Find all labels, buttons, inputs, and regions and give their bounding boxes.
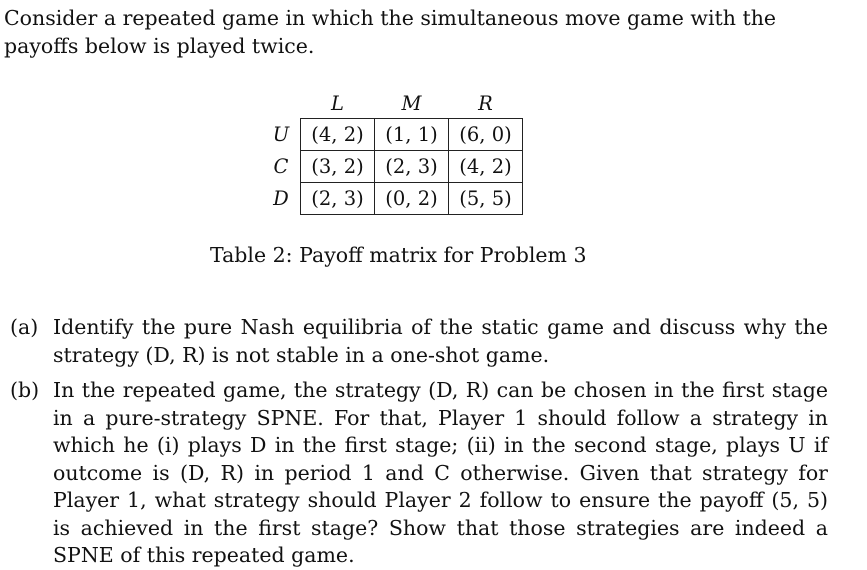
part-a-marker: (a) <box>10 315 39 339</box>
part-a-text: Identify the pure Nash equilibria of the static game and discuss why the strategy (D, R) is not stable in a one-shot game. <box>53 315 828 367</box>
table-row <box>262 119 523 151</box>
part-b-text: In the repeated game, the strategy (D, R) can be chosen in the first stage in a pure-strategy SPNE. For that, Player 1 should follow a strategy in which he (i) plays D in the first stage; (ii) in the second stage, plays U if outcome is (D, R) in period 1 and C otherwise. Given that strategy for Player 1, what strategy should Player 2 follow to ensure the payoff (5, 5) is achieved in the first stage? Show that those strategies are indeed a SPNE of this repeated game. <box>53 378 828 567</box>
payoff-cell-d-r: (5, 5) <box>449 183 523 215</box>
payoff-cell-c-m: (2, 3) <box>375 151 449 183</box>
table-row <box>262 183 523 215</box>
payoff-cell-u-r: (6, 0) <box>449 119 523 151</box>
payoff-cell-u-m: (1, 1) <box>375 119 449 151</box>
payoff-matrix <box>262 88 523 215</box>
payoff-cell-c-r: (4, 2) <box>449 151 523 183</box>
payoff-cell-d-m: (0, 2) <box>375 183 449 215</box>
part-b <box>10 377 828 570</box>
payoff-cell-d-l: (2, 3) <box>301 183 375 215</box>
payoff-table <box>262 88 523 215</box>
column-label-r: R <box>478 91 493 115</box>
part-b-marker: (b) <box>10 378 40 402</box>
corner-cell <box>262 88 301 119</box>
payoff-cell-c-l: (3, 2) <box>301 151 375 183</box>
table-caption: Table 2: Payoff matrix for Problem 3 <box>210 243 587 267</box>
column-label-l: L <box>331 91 344 115</box>
column-header-row <box>262 88 523 119</box>
payoff-cell-u-l: (4, 2) <box>301 119 375 151</box>
problem-intro: Consider a repeated game in which the simultaneous move game with the payoffs below is played twice. <box>4 6 777 58</box>
column-label-m: M <box>401 91 422 115</box>
row-label-d: D <box>273 187 289 210</box>
table-row <box>262 151 523 183</box>
part-a <box>10 314 828 369</box>
row-label-c: C <box>273 155 289 178</box>
row-label-u: U <box>272 123 290 146</box>
